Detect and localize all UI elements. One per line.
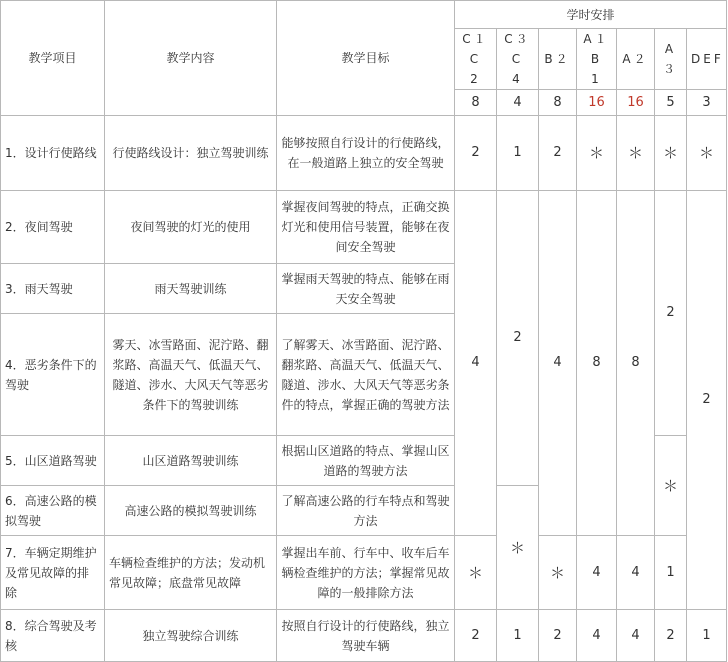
row-content: 夜间驾驶的灯光的使用 xyxy=(105,191,277,264)
row-content: 独立驾驶综合训练 xyxy=(105,610,277,662)
hours-a3-r7: 1 xyxy=(655,536,687,610)
hours-block-def: 2 xyxy=(687,191,727,610)
hours-b2: 2 xyxy=(539,610,577,662)
license-def: DEF xyxy=(687,29,727,90)
hours-block-b2: 4 xyxy=(539,191,577,536)
row-content: 雾天、冰雪路面、泥泞路、翻浆路、高温天气、低温天气、隧道、涉水、大风天气等恶劣条件下的驾驶训练 xyxy=(105,314,277,436)
hours-a2: 4 xyxy=(617,610,655,662)
row-project: 7．车辆定期维护及常见故障的排除 xyxy=(1,536,105,610)
row-project: 5．山区道路驾驶 xyxy=(1,436,105,486)
row-content: 高速公路的模拟驾驶训练 xyxy=(105,486,277,536)
hours-c1c2-r7: ＊ xyxy=(455,536,497,610)
row-project: 1．设计行使路线 xyxy=(1,116,105,191)
row-content: 车辆检查维护的方法；发动机常见故障；底盘常见故障 xyxy=(105,536,277,610)
hours-c1c2: 2 xyxy=(455,610,497,662)
license-c3c4 xyxy=(497,29,539,90)
hours-a1b1: ＊ xyxy=(577,116,617,191)
row-goal: 掌握出车前、行车中、收车后车辆检查维护的方法；掌握常见故障的一般排除方法 xyxy=(277,536,455,610)
row-goal: 掌握雨天驾驶的特点、能够在雨天安全驾驶 xyxy=(277,264,455,314)
hours-a3: ＊ xyxy=(655,116,687,191)
row-project: 8．综合驾驶及考核 xyxy=(1,610,105,662)
hours-a2-r7: 4 xyxy=(617,536,655,610)
table-row xyxy=(1,536,727,610)
hours-a2: ＊ xyxy=(617,116,655,191)
row-goal: 根据山区道路的特点、掌握山区道路的驾驶方法 xyxy=(277,436,455,486)
hours-block-a1b1: 8 xyxy=(577,191,617,536)
hours-a1b1-r7: 4 xyxy=(577,536,617,610)
total-c3c4: 4 xyxy=(497,90,539,116)
hours-c3c4: 1 xyxy=(497,116,539,191)
total-b2: 8 xyxy=(539,90,577,116)
row-content: 雨天驾驶训练 xyxy=(105,264,277,314)
hours-block-a3-upper: 2 xyxy=(655,191,687,436)
license-line: C３C xyxy=(504,32,531,66)
header-goal: 教学目标 xyxy=(277,1,455,116)
row-content: 行使路线设计：独立驾驶训练 xyxy=(105,116,277,191)
license-b2: B２ xyxy=(539,29,577,90)
total-c1c2: 8 xyxy=(455,90,497,116)
hours-c3c4: 1 xyxy=(497,610,539,662)
header-content: 教学内容 xyxy=(105,1,277,116)
license-line: C１C xyxy=(462,32,489,66)
license-line: 4 xyxy=(512,72,523,86)
hours-def: 1 xyxy=(687,610,727,662)
header-row-1 xyxy=(1,1,727,29)
row-goal: 按照自行设计的行使路线，独立驾驶车辆 xyxy=(277,610,455,662)
license-c1c2 xyxy=(455,29,497,90)
row-project: 6．高速公路的模拟驾驶 xyxy=(1,486,105,536)
row-goal: 能够按照自行设计的行使路线，在一般道路上独立的安全驾驶 xyxy=(277,116,455,191)
hours-c3c4-r67: ＊ xyxy=(497,486,539,610)
row-goal: 了解雾天、冰雪路面、泥泞路、翻浆路、高温天气、低温天气、隧道、涉水、大风天气等恶劣条件的特点，掌握正确的驾驶方法 xyxy=(277,314,455,436)
hours-a1b1: 4 xyxy=(577,610,617,662)
row-project: 3．雨天驾驶 xyxy=(1,264,105,314)
license-line: 1 xyxy=(591,72,602,86)
row-content: 山区道路驾驶训练 xyxy=(105,436,277,486)
license-line: 2 xyxy=(470,72,481,86)
total-def: 3 xyxy=(687,90,727,116)
hours-block-a3-lower: ＊ xyxy=(655,436,687,536)
total-a2: 16 xyxy=(617,90,655,116)
row-project: 2．夜间驾驶 xyxy=(1,191,105,264)
table-row xyxy=(1,116,727,191)
license-line: A１B xyxy=(583,32,610,66)
hours-b2: 2 xyxy=(539,116,577,191)
row-goal: 了解高速公路的行车特点和驾驶方法 xyxy=(277,486,455,536)
row-project: 4．恶劣条件下的驾驶 xyxy=(1,314,105,436)
license-a3: A３ xyxy=(655,29,687,90)
hours-c1c2: 2 xyxy=(455,116,497,191)
hours-a3: 2 xyxy=(655,610,687,662)
row-goal: 掌握夜间驾驶的特点，正确交换灯光和使用信号装置，能够在夜间安全驾驶 xyxy=(277,191,455,264)
hours-block-c3c4: 2 xyxy=(497,191,539,486)
total-a1b1: 16 xyxy=(577,90,617,116)
license-a1b1 xyxy=(577,29,617,90)
hours-block-c1c2: 4 xyxy=(455,191,497,536)
hours-block-a2: 8 xyxy=(617,191,655,536)
total-a3: 5 xyxy=(655,90,687,116)
header-schedule: 学时安排 xyxy=(455,1,727,29)
hours-def: ＊ xyxy=(687,116,727,191)
table-row xyxy=(1,191,727,264)
hours-b2-r7: ＊ xyxy=(539,536,577,610)
header-project: 教学项目 xyxy=(1,1,105,116)
license-a2: A２ xyxy=(617,29,655,90)
table-row xyxy=(1,610,727,662)
